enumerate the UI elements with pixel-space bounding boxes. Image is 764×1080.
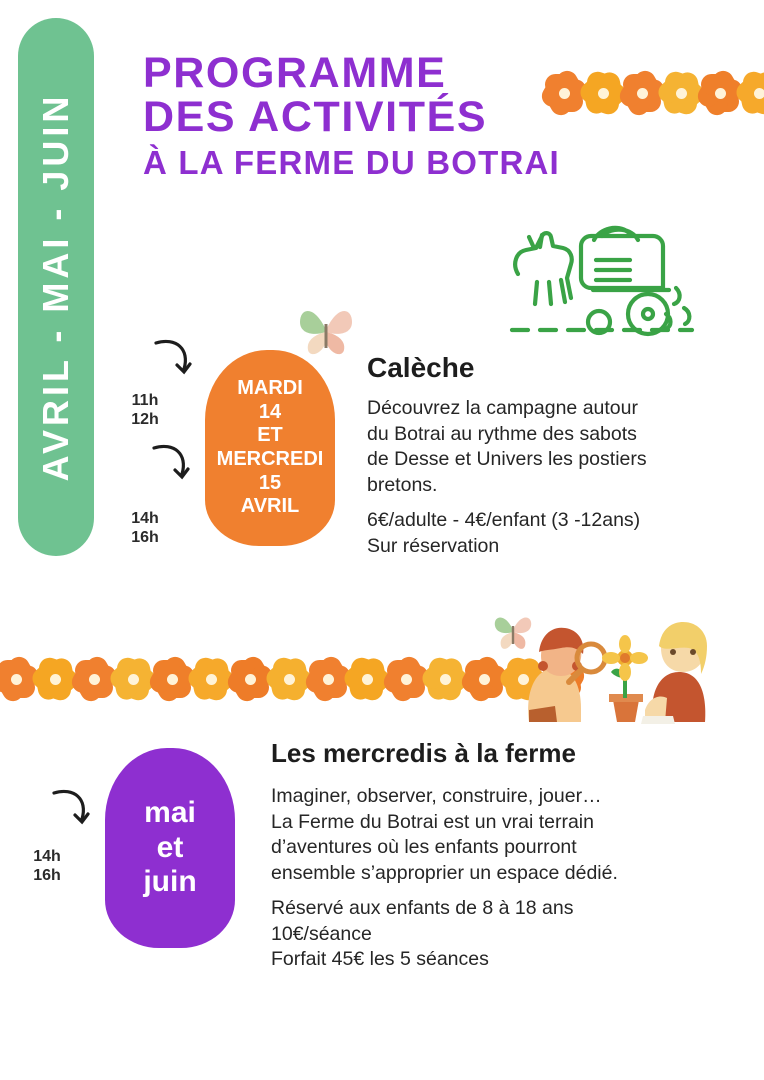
side-banner-label: AVRIL - MAI - JUIN	[35, 92, 76, 482]
blob2-line-3: juin	[143, 865, 197, 899]
time-start-3: 14h	[33, 848, 61, 865]
butterfly-icon	[292, 290, 360, 360]
section1-paragraph-2: du Botrai au rythme des sabots	[367, 422, 637, 445]
time-start-2: 14h	[131, 510, 159, 527]
section2-price-1: Réservé aux enfants de 8 à 18 ans	[271, 897, 574, 920]
time-end-2: 16h	[131, 528, 159, 546]
section2-price-3: Forfait 45€ les 5 séances	[271, 948, 489, 971]
section2-paragraph-1: Imaginer, observer, construire, jouer…	[271, 785, 602, 807]
blob-line-3: ET	[257, 424, 283, 447]
section1-price-2: Sur réservation	[367, 534, 500, 557]
title-line-3: À LA FERME DU BOTRAI	[143, 143, 560, 181]
section2-paragraph-2: La Ferme du Botrai est un vrai terrain	[271, 810, 594, 833]
time-end-1: 12h	[131, 410, 159, 428]
date-blob-april	[205, 350, 335, 546]
section2-paragraph-3: d’aventures où les enfants pourront	[271, 836, 577, 859]
time-end-3: 16h	[33, 866, 61, 884]
butterfly-icon-2	[487, 602, 539, 654]
section1-body	[367, 396, 737, 559]
date-blob-may-june	[105, 748, 235, 948]
section2-body	[271, 784, 701, 973]
blob-line-6: AVRIL	[240, 495, 300, 518]
side-banner	[18, 18, 94, 556]
time-start-1: 11h	[131, 392, 159, 409]
time-label-1	[120, 392, 170, 430]
arrow-icon-3	[48, 785, 92, 831]
section2-paragraph-4: ensemble s’approprier un espace dédié.	[271, 861, 618, 884]
section1-paragraph-1: Découvrez la campagne autour	[367, 397, 638, 419]
section1-heading: Calèche	[367, 352, 475, 383]
time-label-2	[120, 510, 170, 548]
blob-line-5: 15	[258, 471, 282, 494]
section2-heading: Les mercredis à la ferme	[271, 738, 576, 768]
section1-price-1: 6€/adulte - 4€/enfant (3 -12ans)	[367, 509, 641, 532]
section1-paragraph-4: bretons.	[367, 473, 438, 496]
arrow-icon-1	[150, 335, 194, 381]
section2-price-2: 10€/séance	[271, 922, 372, 945]
blob-line-1: MARDI	[237, 377, 303, 400]
flower-garland-top	[548, 62, 764, 124]
title-line-1: PROGRAMME	[143, 49, 447, 97]
section1-paragraph-3: de Desse et Univers les postiers	[367, 448, 647, 471]
blob-line-2: 14	[258, 400, 282, 423]
blob2-line-2: et	[156, 830, 184, 864]
blob-line-4: MERCREDI	[216, 448, 324, 470]
blob2-line-1: mai	[144, 795, 196, 829]
title-line-2: DES ACTIVITÉS	[143, 92, 488, 141]
flower-garland-middle	[0, 648, 560, 710]
time-label-3	[22, 848, 72, 886]
arrow-icon-2	[148, 440, 192, 486]
horse-carriage-icon	[498, 218, 713, 358]
flower-icon	[736, 70, 764, 116]
